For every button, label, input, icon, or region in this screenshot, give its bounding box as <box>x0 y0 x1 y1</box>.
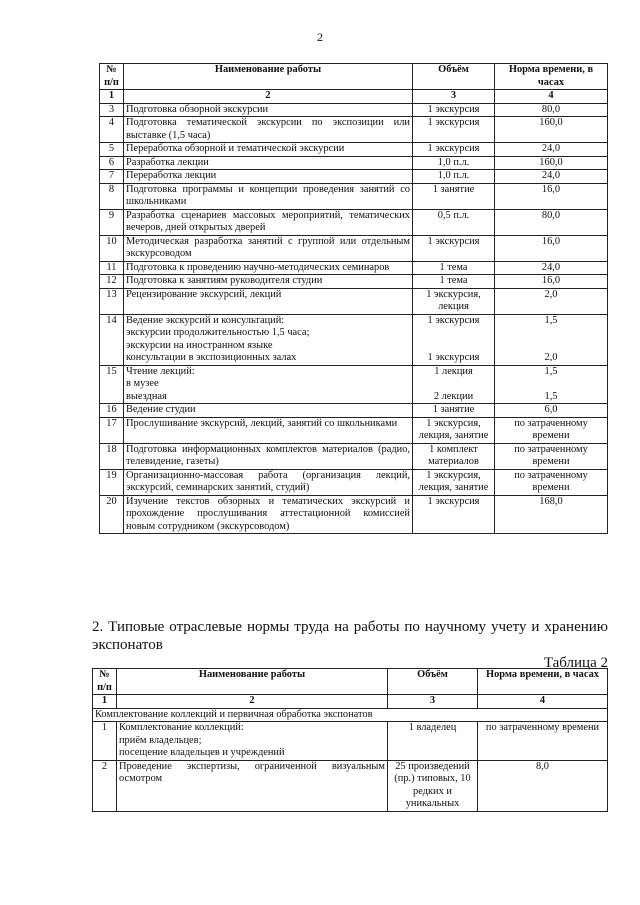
row-number: 20 <box>100 495 124 534</box>
cell-line: Рецензирование экскурсий, лекций <box>126 288 282 300</box>
time-norm-cell <box>495 288 608 314</box>
header-volume: Объём <box>388 669 478 695</box>
table-row <box>100 261 608 275</box>
work-name-cell <box>124 275 413 289</box>
time-norm-cell <box>495 183 608 209</box>
work-name-cell <box>124 495 413 534</box>
row-number: 2 <box>93 760 117 811</box>
table-row <box>100 443 608 469</box>
cell-line: Переработка обзорной и тематической экскурсии <box>126 143 345 154</box>
table-row <box>100 314 608 365</box>
volume-cell <box>388 722 478 761</box>
table-row <box>100 209 608 235</box>
row-number: 17 <box>100 417 124 443</box>
cell-line: Методическая разработка занятий с группой или отдельным экскурсоводом <box>126 235 410 259</box>
page-number: 2 <box>317 30 323 44</box>
work-name-cell <box>124 443 413 469</box>
cell-line: 1 тема <box>439 261 468 273</box>
cell-line: 1 экскурсия <box>427 143 480 154</box>
column-number: 1 <box>100 90 124 104</box>
cell-line: по затраченному времени <box>514 417 588 441</box>
volume-cell <box>413 103 495 117</box>
table-row <box>100 288 608 314</box>
cell-line: экскурсии продолжительностью 1,5 часа; <box>126 327 310 338</box>
cell-line: 16,0 <box>541 183 561 195</box>
work-name-cell <box>124 314 413 365</box>
cell-line: Ведение студии <box>126 404 196 415</box>
cell-line: 24,0 <box>541 261 561 273</box>
cell-line: Комплектование коллекций: <box>119 722 244 733</box>
work-name-cell <box>124 156 413 170</box>
table-row <box>100 404 608 418</box>
cell-line: Изучение текстов обзорных и тематических экскурсий и прохождение прослушивания аттестационной комиссией новым сотрудником (экскурсоводом) <box>126 495 410 532</box>
cell-line: 160,0 <box>539 117 563 128</box>
cell-line: 1,0 п.л. <box>437 156 470 168</box>
row-number: 13 <box>100 288 124 314</box>
volume-cell <box>413 404 495 418</box>
time-norm-cell <box>495 365 608 404</box>
volume-cell <box>413 469 495 495</box>
volume-cell <box>413 209 495 235</box>
row-number: 4 <box>100 117 124 143</box>
table-header-row <box>93 669 608 695</box>
section-heading: 2. Типовые отраслевые нормы труда на работы по научному учету и хранению экспонатов <box>92 619 608 653</box>
work-name-cell <box>124 235 413 261</box>
cell-line: 168,0 <box>539 495 563 507</box>
work-norms-table-1 <box>99 63 608 534</box>
time-norm-cell <box>495 314 608 365</box>
volume-cell <box>413 495 495 534</box>
row-number: 18 <box>100 443 124 469</box>
group-title-row <box>93 708 608 722</box>
volume-cell <box>413 288 495 314</box>
work-name-cell <box>124 469 413 495</box>
header-number: № п/п <box>100 64 124 90</box>
time-norm-cell <box>495 209 608 235</box>
row-number: 8 <box>100 183 124 209</box>
table-1-body <box>100 103 608 534</box>
table-row <box>100 417 608 443</box>
table-header-row <box>100 64 608 90</box>
column-number: 4 <box>495 90 608 104</box>
cell-line: 24,0 <box>541 170 561 181</box>
table-row <box>100 103 608 117</box>
time-norm-cell <box>495 103 608 117</box>
time-norm-cell <box>495 275 608 289</box>
time-norm-cell <box>495 495 608 534</box>
cell-line: 1 экскурсия <box>427 352 480 363</box>
cell-line: 1,5 <box>544 365 558 377</box>
work-name-cell <box>124 404 413 418</box>
cell-line: 1,0 п.л. <box>437 170 470 181</box>
row-number: 6 <box>100 156 124 170</box>
volume-cell <box>413 443 495 469</box>
volume-cell <box>413 261 495 275</box>
cell-line: 0,5 п.л. <box>437 209 470 221</box>
cell-line: приём владельцев; <box>119 734 202 746</box>
cell-line: 1 занятие <box>432 183 475 195</box>
header-work-name: Наименование работы <box>117 669 388 695</box>
work-name-cell <box>124 261 413 275</box>
column-number: 3 <box>413 90 495 104</box>
cell-line: по затраченному времени <box>514 443 588 467</box>
row-number: 7 <box>100 170 124 184</box>
cell-line: 1 экскурсия <box>427 103 480 115</box>
cell-line: 2,0 <box>544 352 558 363</box>
cell-line: по затраченному времени <box>514 469 588 493</box>
work-name-cell <box>124 288 413 314</box>
work-name-cell <box>124 170 413 184</box>
group-title: Комплектование коллекций и первичная обработка экспонатов <box>93 708 608 722</box>
cell-line: Подготовка обзорной экскурсии <box>126 103 269 115</box>
time-norm-cell <box>495 117 608 143</box>
header-volume: Объём <box>413 64 495 90</box>
cell-line: 1 владелец <box>408 722 457 733</box>
cell-line: Подготовка к проведению научно-методических семинаров <box>126 261 390 273</box>
work-name-cell <box>124 209 413 235</box>
cell-line: 2,0 <box>544 288 558 300</box>
column-number: 3 <box>388 695 478 709</box>
work-name-cell <box>124 143 413 157</box>
row-number: 5 <box>100 143 124 157</box>
cell-line: 1 экскурсия, лекция, занятие <box>418 417 489 441</box>
time-norm-cell <box>495 469 608 495</box>
work-name-cell <box>124 365 413 404</box>
cell-line: Проведение экспертизы, ограниченной визуальным осмотром <box>119 760 385 784</box>
table-row <box>100 143 608 157</box>
row-number: 15 <box>100 365 124 404</box>
time-norm-cell <box>495 417 608 443</box>
volume-cell <box>413 235 495 261</box>
cell-line: Подготовка информационных комплектов материалов (радио, телевидение, газеты) <box>126 443 410 467</box>
cell-line: в музее <box>126 378 159 389</box>
volume-cell <box>413 365 495 404</box>
cell-line: 80,0 <box>541 103 561 115</box>
time-norm-cell <box>495 235 608 261</box>
cell-line <box>497 340 605 353</box>
work-name-cell <box>124 183 413 209</box>
row-number: 12 <box>100 275 124 289</box>
time-norm-cell <box>495 143 608 157</box>
table-row <box>100 275 608 289</box>
cell-line: экскурсии на иностранном языке <box>126 339 273 351</box>
cell-line: 16,0 <box>541 275 561 286</box>
work-name-cell <box>117 760 388 811</box>
row-number: 19 <box>100 469 124 495</box>
cell-line <box>415 378 492 391</box>
cell-line: 1 экскурсия <box>427 495 480 507</box>
volume-cell <box>413 275 495 289</box>
time-norm-cell <box>495 156 608 170</box>
header-time-norm: Норма времени, в часах <box>495 64 608 90</box>
cell-line: 24,0 <box>541 143 561 154</box>
cell-line: выездная <box>126 390 167 402</box>
time-norm-cell <box>478 722 608 761</box>
column-number: 2 <box>124 90 413 104</box>
table-row <box>100 235 608 261</box>
row-number: 1 <box>93 722 117 761</box>
cell-line: 1 экскурсия <box>427 314 480 326</box>
table-row <box>93 722 608 761</box>
cell-line: 80,0 <box>541 209 561 221</box>
cell-line: 160,0 <box>539 156 563 168</box>
column-number: 4 <box>478 695 608 709</box>
cell-line: 1 лекция <box>434 365 473 377</box>
volume-cell <box>388 760 478 811</box>
time-norm-cell <box>495 261 608 275</box>
time-norm-cell <box>495 170 608 184</box>
row-number: 16 <box>100 404 124 418</box>
cell-line <box>497 378 605 391</box>
table-2-body <box>93 722 608 812</box>
table-column-numbers-row <box>100 90 608 104</box>
work-name-cell <box>124 417 413 443</box>
cell-line: 25 произведений (пр.) типовых, 10 редких и уникальных <box>394 760 471 809</box>
cell-line: Разработка лекции <box>126 156 209 168</box>
table-column-numbers-row <box>93 695 608 709</box>
row-number: 14 <box>100 314 124 365</box>
cell-line: Прослушивание экскурсий, лекций, занятий со школьниками <box>126 417 398 429</box>
cell-line: 1 экскурсия, лекция <box>426 288 481 312</box>
column-number: 1 <box>93 695 117 709</box>
row-number: 3 <box>100 103 124 117</box>
cell-line: 1 тема <box>439 275 468 286</box>
volume-cell <box>413 314 495 365</box>
cell-line: по затраченному времени <box>485 722 600 733</box>
time-norm-cell <box>495 443 608 469</box>
table-row <box>100 495 608 534</box>
cell-line: Разработка сценариев массовых мероприятий, тематических вечеров, дней открытых дверей <box>126 209 410 233</box>
volume-cell <box>413 417 495 443</box>
table-caption: Таблица 2 <box>543 655 608 671</box>
cell-line: 16,0 <box>541 235 561 247</box>
cell-line <box>415 327 492 340</box>
work-name-cell <box>124 103 413 117</box>
cell-line: Ведение экскурсий и консультаций: <box>126 314 285 326</box>
table-row <box>100 156 608 170</box>
table-row <box>100 117 608 143</box>
cell-line <box>415 340 492 353</box>
cell-line: Чтение лекций: <box>126 365 195 377</box>
cell-line: консультации в экспозиционных залах <box>126 352 297 363</box>
row-number: 11 <box>100 261 124 275</box>
table-row <box>100 183 608 209</box>
cell-line: 8,0 <box>536 760 549 772</box>
cell-line: Подготовка тематической экскурсии по экспозиции или выставке (1,5 часа) <box>126 117 410 141</box>
cell-line: Переработка лекции <box>126 170 217 181</box>
work-name-cell <box>117 722 388 761</box>
cell-line: 6,0 <box>544 404 558 415</box>
table-row <box>100 469 608 495</box>
cell-line: 1 экскурсия, лекция, занятие <box>418 469 489 493</box>
volume-cell <box>413 143 495 157</box>
cell-line: 1,5 <box>544 314 558 326</box>
cell-line: Подготовка программы и концепции проведения занятий со школьниками <box>126 183 410 207</box>
time-norm-cell <box>478 760 608 811</box>
cell-line: 1 комплект материалов <box>428 443 479 467</box>
volume-cell <box>413 183 495 209</box>
volume-cell <box>413 117 495 143</box>
cell-line <box>497 327 605 340</box>
cell-line: Подготовка к занятиям руководителя студии <box>126 275 323 286</box>
row-number: 9 <box>100 209 124 235</box>
time-norm-cell <box>495 404 608 418</box>
header-work-name: Наименование работы <box>124 64 413 90</box>
cell-line: 1 экскурсия <box>427 117 480 128</box>
cell-line: 2 лекции <box>433 390 474 402</box>
column-number: 2 <box>117 695 388 709</box>
cell-line: посещение владельцев и учреждений <box>119 747 285 758</box>
work-name-cell <box>124 117 413 143</box>
cell-line: 1 экскурсия <box>427 235 480 247</box>
row-number: 10 <box>100 235 124 261</box>
cell-line: 1,5 <box>544 390 558 402</box>
table-row <box>93 760 608 811</box>
work-norms-table-2 <box>92 668 608 812</box>
table-row <box>100 170 608 184</box>
cell-line: 1 занятие <box>432 404 475 415</box>
cell-line: Организационно-массовая работа (организация лекций, экскурсий, семинарских занятий, студий) <box>126 469 410 493</box>
volume-cell <box>413 156 495 170</box>
table-row <box>100 365 608 404</box>
header-time-norm: Норма времени, в часах <box>478 669 608 695</box>
header-number: № п/п <box>93 669 117 695</box>
volume-cell <box>413 170 495 184</box>
